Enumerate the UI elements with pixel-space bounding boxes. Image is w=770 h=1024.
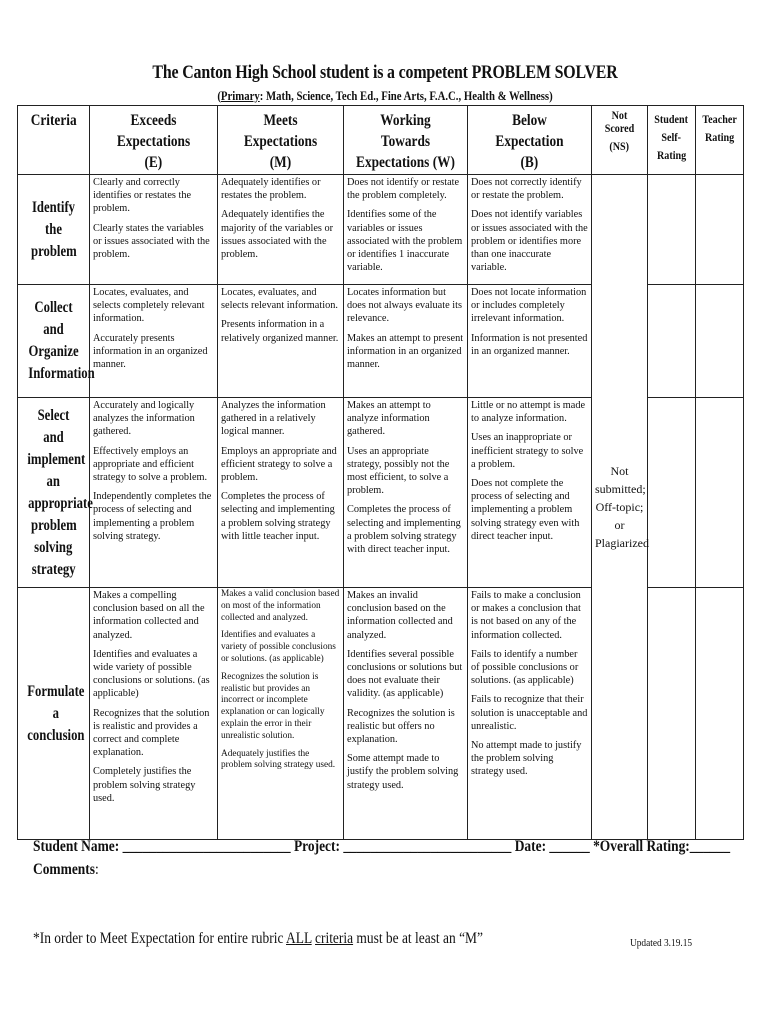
meets-conclusion: Makes a valid conclusion based on most of the information collected and analyzed. Identifies and evaluates a variety of possible conclusions or solutions. (as applicable) Recognizes the solution is realistic but provides an incorrect or incomplete explanation or can logically explain the error in their unrealistic solution. Adequately justifies the problem solving strategy used. — [218, 588, 344, 840]
header-meets: Meets Expectations (M) — [218, 106, 344, 175]
subtitle-primary-label: Primary — [220, 89, 260, 103]
comments-label: Comments — [33, 861, 95, 878]
rubric-row-identify — [18, 175, 744, 285]
meets-collect: Locates, evaluates, and selects relevant information. Presents information in a relatively organized manner. — [218, 285, 344, 398]
document-title: The Canton High School student is a competent PROBLEM SOLVER — [152, 63, 618, 83]
below-identify: Does not correctly identify or restate the problem. Does not identify variables or issues associated with the problem or identifies more than one inaccurate variable. — [468, 175, 592, 285]
criteria-collect: Collect and Organize Information — [18, 285, 90, 398]
header-criteria: Criteria — [18, 106, 90, 175]
criteria-conclusion: Formulate a conclusion — [18, 588, 90, 840]
exceeds-collect: Locates, evaluates, and selects completely relevant information. Accurately presents information in an organized manner. — [90, 285, 218, 398]
meets-strategy: Analyzes the information gathered in a relatively logical manner. Employs an appropriate and efficient strategy to solve a problem. Completes the process of selecting and implementing a problem solving strategy with little teacher input. — [218, 398, 344, 588]
below-conclusion: Fails to make a conclusion or makes a conclusion that is not based on any of the information collected. Fails to identify a number of possible conclusions or solutions. (as applicable) Fails to recognize that their solution is unacceptable and unrealistic. No attempt made to justify the problem solving strategy used. — [468, 588, 592, 840]
note-prefix: *In order to Meet Expectation for entire rubric — [33, 930, 287, 947]
criteria-strategy: Select and implement an appropriate problem solving strategy — [18, 398, 90, 588]
criteria-identify: Identify the problem — [18, 175, 90, 285]
exceeds-conclusion: Makes a compelling conclusion based on all the information collected and analyzed. Identifies and evaluates a wide variety of possible conclusions or solutions. (as applicable) Recognizes that the solution is realistic and provides a correct and complete explanation. Completely justifies the problem solving strategy used. — [90, 588, 218, 840]
student-rating-conclusion[interactable] — [648, 588, 696, 840]
updated-date: Updated 3.19.15 — [630, 937, 693, 949]
rubric-note — [33, 930, 569, 948]
header-exceeds: Exceeds Expectations (E) — [90, 106, 218, 175]
working-collect: Locates information but does not always evaluate its relevance. Makes an attempt to present information in an organized manner. — [344, 285, 468, 398]
working-strategy: Makes an attempt to analyze information gathered. Uses an appropriate strategy, possibly not the most efficient, to solve a problem. Completes the process of selecting and implementing a problem solving strategy with direct teacher input. — [344, 398, 468, 588]
not-scored-cell: Not submitted; Off-topic; or Plagiarized — [592, 175, 648, 840]
subtitle-open: ( — [217, 89, 221, 103]
note-criteria: criteria — [315, 930, 354, 947]
note-suffix: must be at least an “M” — [353, 930, 483, 947]
note-all: ALL — [286, 930, 312, 947]
exceeds-identify: Clearly and correctly identifies or restates the problem. Clearly states the variables or issues associated with the problem. — [90, 175, 218, 285]
header-not-scored: Not Scored (NS) — [592, 106, 648, 175]
exceeds-strategy: Accurately and logically analyzes the information gathered. Effectively employs an appropriate and efficient strategy to solve a problem. Independently completes the process of selecting and implementing a problem solving strategy. — [90, 398, 218, 588]
teacher-rating-collect[interactable] — [696, 285, 744, 398]
header-student-rating: Student Self- Rating — [648, 106, 696, 175]
student-name-field[interactable]: Student Name: _________________________ — [33, 838, 291, 855]
teacher-rating-strategy[interactable] — [696, 398, 744, 588]
student-rating-identify[interactable] — [648, 175, 696, 285]
overall-rating-field[interactable]: *Overall Rating:______ — [593, 838, 731, 855]
student-rating-strategy[interactable] — [648, 398, 696, 588]
header-working: Working Towards Expectations (W) — [344, 106, 468, 175]
below-collect: Does not locate information or includes completely irrelevant information. Information is not presented in an organized manner. — [468, 285, 592, 398]
working-identify: Does not identify or restate the problem completely. Identifies some of the variables or issues associated with the problem or identifies 1 inaccurate variable. — [344, 175, 468, 285]
header-below: Below Expectation (B) — [468, 106, 592, 175]
project-field[interactable]: Project: _________________________ — [293, 838, 512, 855]
comments-field[interactable] — [33, 861, 111, 879]
teacher-rating-conclusion[interactable] — [696, 588, 744, 840]
subtitle-subjects: : Math, Science, Tech Ed., Fine Arts, F.A.C., Health & Wellness) — [259, 89, 553, 103]
document-subtitle — [54, 89, 716, 104]
teacher-rating-identify[interactable] — [696, 175, 744, 285]
working-conclusion: Makes an invalid conclusion based on the information collected and analyzed. Identifies several possible conclusions or solutions but does not evaluate their validity. (as applicable) Recognizes the solution is realistic but offers no explanation. Some attempt made to justify the problem solving strategy used. — [344, 588, 468, 840]
header-teacher-rating: Teacher Rating — [696, 106, 744, 175]
rubric-table — [17, 105, 744, 840]
header-row — [18, 106, 744, 175]
comments-colon: : — [94, 861, 99, 878]
meets-identify: Adequately identifies or restates the problem. Adequately identifies the majority of the variables or issues associated with the problem. — [218, 175, 344, 285]
date-field[interactable]: Date: ______ — [514, 838, 590, 855]
student-rating-collect[interactable] — [648, 285, 696, 398]
footer-fields — [33, 838, 770, 856]
below-strategy: Little or no attempt is made to analyze information. Uses an inappropriate or inefficient strategy to solve a problem. Does not complete the process of selecting and implementing a problem solving strategy even with direct teacher input. — [468, 398, 592, 588]
